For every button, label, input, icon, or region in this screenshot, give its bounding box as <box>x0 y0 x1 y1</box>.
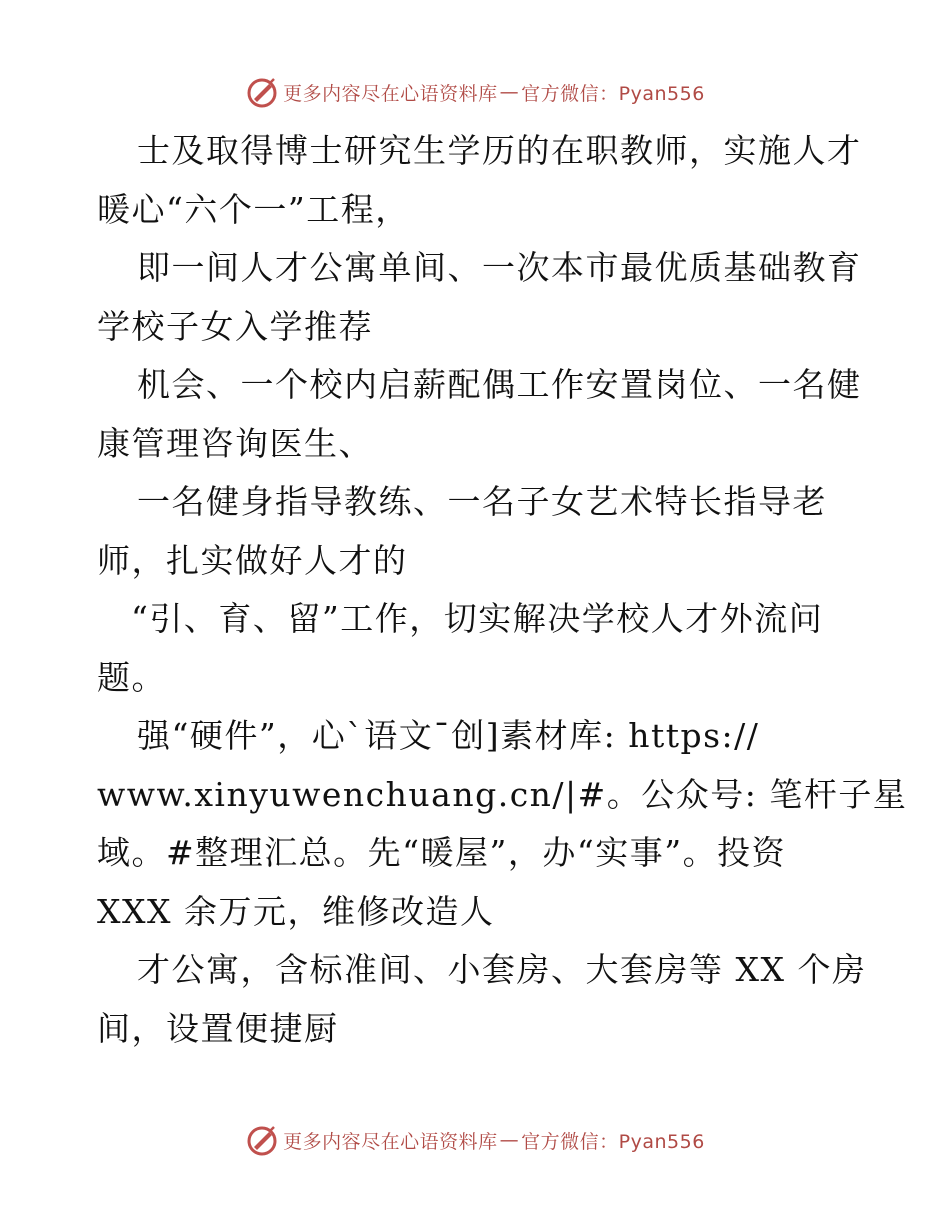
pen-logo-icon <box>245 1123 279 1157</box>
text-line: 间，设置便捷厨 <box>97 1008 339 1048</box>
watermark-text: 更多内容尽在心语资料库 <box>283 82 498 105</box>
footer-watermark <box>0 1120 950 1160</box>
text-line: 学校子女入学推荐 <box>97 306 373 346</box>
watermark-dash: — <box>499 81 520 103</box>
text-line: 暖心“六个一”工程， <box>97 189 410 229</box>
document-body <box>97 122 908 1058</box>
text-line: 强“硬件”，心`语文¯创]素材库: https:// <box>137 716 760 755</box>
text-line: 机会、一个校内启薪配偶工作安置岗位、一名健 <box>137 365 862 404</box>
watermark-dash: — <box>499 1129 520 1151</box>
text-line: “引、育、留”工作，切实解决学校人才外流问 <box>131 599 824 638</box>
text-line: XXX 余万元，维修改造人 <box>97 891 495 931</box>
pen-logo-icon <box>245 75 279 109</box>
header-watermark <box>0 72 950 112</box>
watermark-contact: 官方微信：Pyan556 <box>521 82 705 105</box>
text-line: 师，扎实做好人才的 <box>97 540 408 580</box>
text-line: 题。 <box>97 657 166 697</box>
text-line: 士及取得博士研究生学历的在职教师，实施人才 <box>137 131 862 170</box>
watermark-contact: 官方微信：Pyan556 <box>521 1130 705 1153</box>
text-line: 即一间人才公寓单间、一次本市最优质基础教育 <box>137 248 862 287</box>
text-line: 才公寓，含标准间、小套房、大套房等 XX 个房 <box>137 950 867 989</box>
text-line: www.xinyuwenchuang.cn/|#。公众号: 笔杆子星 <box>97 774 908 814</box>
text-line: 域。#整理汇总。先“暖屋”，办“实事”。投资 <box>97 833 787 872</box>
text-line: 一名健身指导教练、一名子女艺术特长指导老 <box>137 482 827 521</box>
watermark-text: 更多内容尽在心语资料库 <box>283 1130 498 1153</box>
text-line: 康管理咨询医生、 <box>97 423 373 463</box>
